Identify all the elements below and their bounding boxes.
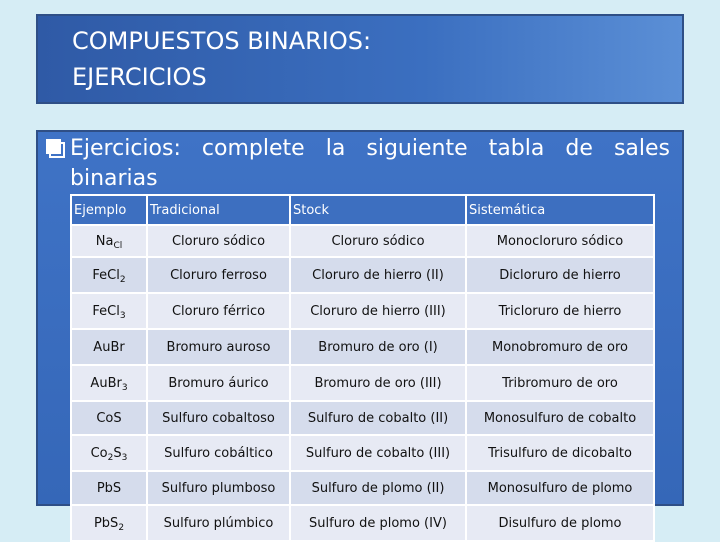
formula-cell	[71, 329, 147, 365]
formula-cell	[71, 257, 147, 293]
formula-subscript: Cl	[113, 240, 123, 251]
formula-cell	[71, 293, 147, 329]
table-row	[71, 435, 654, 471]
formula-cell	[71, 505, 147, 541]
cell-tradicional: Sulfuro plumboso	[147, 471, 290, 505]
formula-element: Na	[95, 233, 114, 249]
formula-subscript: 3	[121, 452, 128, 463]
table-row	[71, 293, 654, 329]
formula-element: Pb	[96, 480, 113, 496]
formula-element: Co	[90, 445, 108, 461]
cell-sistematica: Monocloruro sódico	[466, 225, 654, 257]
cell-stock: Sulfuro de plomo (II)	[290, 471, 466, 505]
intro-line-1: Ejercicios: complete la siguiente tabla de sales	[70, 136, 670, 161]
cell-stock: Bromuro de oro (III)	[290, 365, 466, 401]
header-stock: Stock	[290, 195, 466, 225]
formula-element: S	[112, 480, 122, 496]
cell-sistematica: Dicloruro de hierro	[466, 257, 654, 293]
formula-cell	[71, 435, 147, 471]
cell-sistematica: Monobromuro de oro	[466, 329, 654, 365]
cell-tradicional: Sulfuro cobaltoso	[147, 401, 290, 435]
formula-element: Br	[110, 339, 125, 355]
salts-table	[70, 194, 655, 542]
cell-sistematica: Monosulfuro de cobalto	[466, 401, 654, 435]
intro-line-2: binarias	[70, 166, 158, 191]
table-body	[71, 225, 654, 541]
formula-element: Au	[90, 375, 108, 391]
formula-element: Pb	[93, 515, 111, 531]
formula-subscript: 3	[121, 382, 128, 393]
formula-element: S	[113, 445, 122, 461]
formula-cell	[71, 225, 147, 257]
formula-subscript: 2	[118, 522, 125, 533]
formula-element: Au	[93, 339, 111, 355]
cell-stock: Cloruro sódico	[290, 225, 466, 257]
title-panel	[36, 14, 684, 104]
formula-element: Cl	[107, 267, 120, 283]
formula-element: Fe	[92, 303, 108, 319]
formula-element: Br	[107, 375, 122, 391]
cell-tradicional: Bromuro áurico	[147, 365, 290, 401]
table-row	[71, 401, 654, 435]
formula-cell	[71, 365, 147, 401]
cell-tradicional: Bromuro auroso	[147, 329, 290, 365]
formula-element: Fe	[92, 267, 108, 283]
cell-sistematica: Tribromuro de oro	[466, 365, 654, 401]
formula-element: Cl	[107, 303, 120, 319]
header-sistematica: Sistemática	[466, 195, 654, 225]
formula-subscript: 2	[107, 452, 114, 463]
cell-tradicional: Sulfuro cobáltico	[147, 435, 290, 471]
formula-cell	[71, 401, 147, 435]
cell-stock: Bromuro de oro (I)	[290, 329, 466, 365]
cell-stock: Sulfuro de plomo (IV)	[290, 505, 466, 541]
table-row	[71, 505, 654, 541]
title-line-2: EJERCICIOS	[72, 63, 207, 91]
title-line-1: COMPUESTOS BINARIOS:	[72, 27, 372, 55]
table-row	[71, 257, 654, 293]
header-ejemplo: Ejemplo	[71, 195, 147, 225]
table-row	[71, 365, 654, 401]
formula-subscript: 3	[119, 310, 126, 321]
header-tradicional: Tradicional	[147, 195, 290, 225]
cell-tradicional: Cloruro sódico	[147, 225, 290, 257]
table-header-row	[71, 195, 654, 225]
checkbox-bullet-icon	[45, 138, 65, 158]
cell-stock: Cloruro de hierro (II)	[290, 257, 466, 293]
cell-sistematica: Disulfuro de plomo	[466, 505, 654, 541]
table-row	[71, 471, 654, 505]
cell-tradicional: Cloruro ferroso	[147, 257, 290, 293]
formula-element: S	[110, 515, 119, 531]
cell-sistematica: Monosulfuro de plomo	[466, 471, 654, 505]
cell-tradicional: Cloruro férrico	[147, 293, 290, 329]
table-row	[71, 225, 654, 257]
cell-sistematica: Trisulfuro de dicobalto	[466, 435, 654, 471]
formula-element: Co	[96, 410, 114, 426]
formula-subscript: 2	[119, 274, 126, 285]
formula-element: S	[113, 410, 122, 426]
formula-cell	[71, 471, 147, 505]
cell-sistematica: Tricloruro de hierro	[466, 293, 654, 329]
cell-stock: Sulfuro de cobalto (III)	[290, 435, 466, 471]
cell-stock: Sulfuro de cobalto (II)	[290, 401, 466, 435]
cell-tradicional: Sulfuro plúmbico	[147, 505, 290, 541]
cell-stock: Cloruro de hierro (III)	[290, 293, 466, 329]
table-row	[71, 329, 654, 365]
